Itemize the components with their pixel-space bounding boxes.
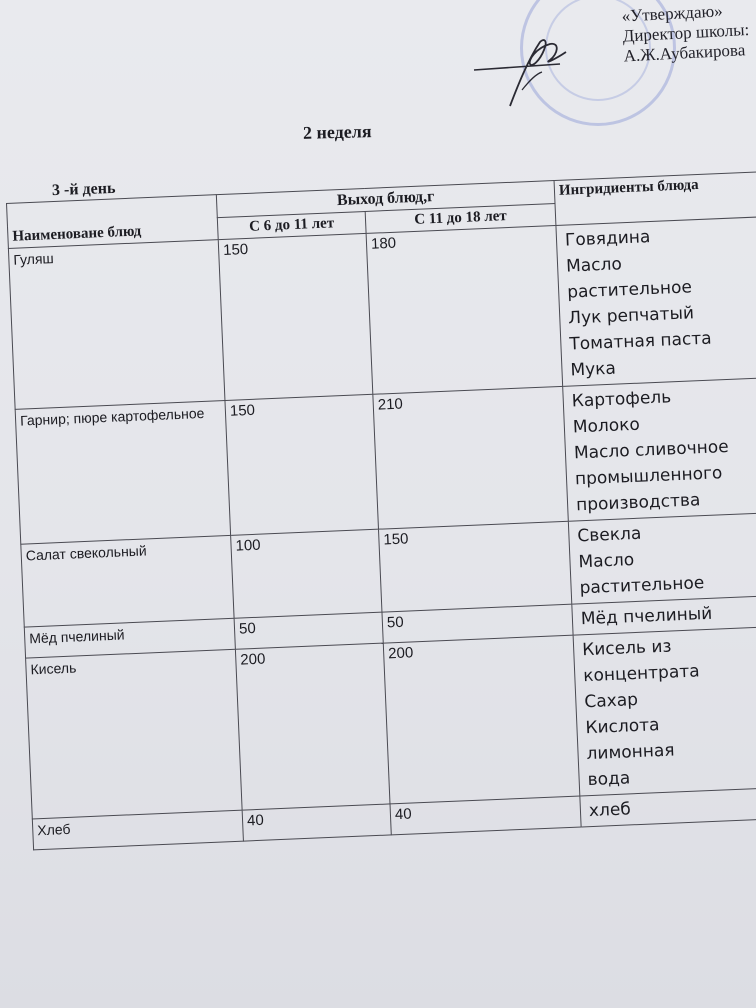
- ingredient-line: промышленного: [574, 463, 723, 490]
- menu-table-body: [8, 217, 756, 850]
- signature: [470, 30, 590, 110]
- ingredient-line: растительное: [579, 573, 705, 599]
- menu-table: [6, 171, 756, 850]
- ingredients-cell: [573, 626, 756, 796]
- ingredient-line: Лук репчатый: [567, 303, 695, 329]
- ingredient-line: хлеб: [588, 799, 632, 822]
- ingredient-line: Мука: [570, 358, 617, 381]
- approval-line-1: «Утверждаю»: [621, 1, 724, 26]
- header-yield: Выход блюд,г: [216, 181, 555, 218]
- ingredient-line: Мёд пчелиный: [580, 603, 713, 630]
- dish-name: Гуляш: [8, 240, 225, 410]
- yield-age-6-11: 150: [218, 233, 373, 400]
- ingredient-line: Кислота: [585, 715, 660, 739]
- ingredient-line: Масло сливочное: [573, 436, 730, 464]
- ingredient-line: Масло: [565, 254, 623, 277]
- ingredient-line: Томатная паста: [569, 328, 713, 355]
- menu-table-wrapper: [6, 171, 756, 850]
- header-age-6-11: С 6 до 11 лет: [217, 211, 366, 239]
- table-row: [26, 626, 756, 819]
- yield-age-11-18: 200: [383, 635, 580, 804]
- dish-name: Салат свекольный: [21, 535, 234, 627]
- ingredient-line: Масло: [578, 550, 635, 573]
- dish-name: Мёд пчелиный: [24, 618, 235, 658]
- ingredients-cell: [568, 512, 756, 604]
- yield-age-6-11: 150: [225, 394, 379, 535]
- ingredient-line: лимонная: [586, 740, 675, 765]
- day-title: 3 -й день: [51, 179, 116, 200]
- yield-age-11-18: 180: [366, 225, 563, 394]
- ingredient-line: Картофель: [571, 387, 672, 412]
- ingredients-cell: [563, 377, 756, 521]
- approval-line-3: А.Ж.Аубакирова: [623, 40, 747, 66]
- ingredient-line: Кисель из: [581, 636, 672, 661]
- ingredient-line: вода: [587, 768, 631, 791]
- ingredient-line: производства: [575, 490, 701, 516]
- yield-age-6-11: 100: [231, 529, 382, 618]
- yield-age-11-18: 40: [390, 796, 581, 835]
- yield-age-6-11: 50: [234, 612, 383, 649]
- ingredient-line: Сахар: [583, 689, 639, 713]
- approval-block: [622, 0, 752, 67]
- week-title: 2 неделя: [302, 121, 372, 143]
- dish-name: Хлеб: [32, 810, 243, 850]
- header-dish-name: Наименоване блюд: [7, 195, 219, 249]
- table-row: [8, 217, 756, 410]
- yield-age-11-18: 150: [378, 521, 571, 612]
- ingredient-line: Свекла: [577, 523, 642, 547]
- yield-age-11-18: 50: [382, 604, 573, 643]
- yield-age-6-11: 40: [242, 804, 391, 841]
- yield-age-6-11: 200: [235, 643, 390, 810]
- ingredient-line: Говядина: [564, 227, 651, 251]
- ingredient-line: Молоко: [572, 414, 641, 438]
- header-ingredients: Ингридиенты блюда: [554, 172, 756, 226]
- approval-line-2: Директор школы:: [622, 19, 751, 46]
- ingredient-line: концентрата: [582, 661, 701, 687]
- yield-age-11-18: 210: [373, 386, 568, 529]
- header-age-11-18: С 11 до 18 лет: [365, 204, 556, 234]
- ingredients-cell: [556, 217, 756, 387]
- dish-name: Кисель: [26, 649, 243, 819]
- dish-name: Гарнир; пюре картофельное: [15, 401, 230, 545]
- ingredient-line: растительное: [566, 277, 693, 303]
